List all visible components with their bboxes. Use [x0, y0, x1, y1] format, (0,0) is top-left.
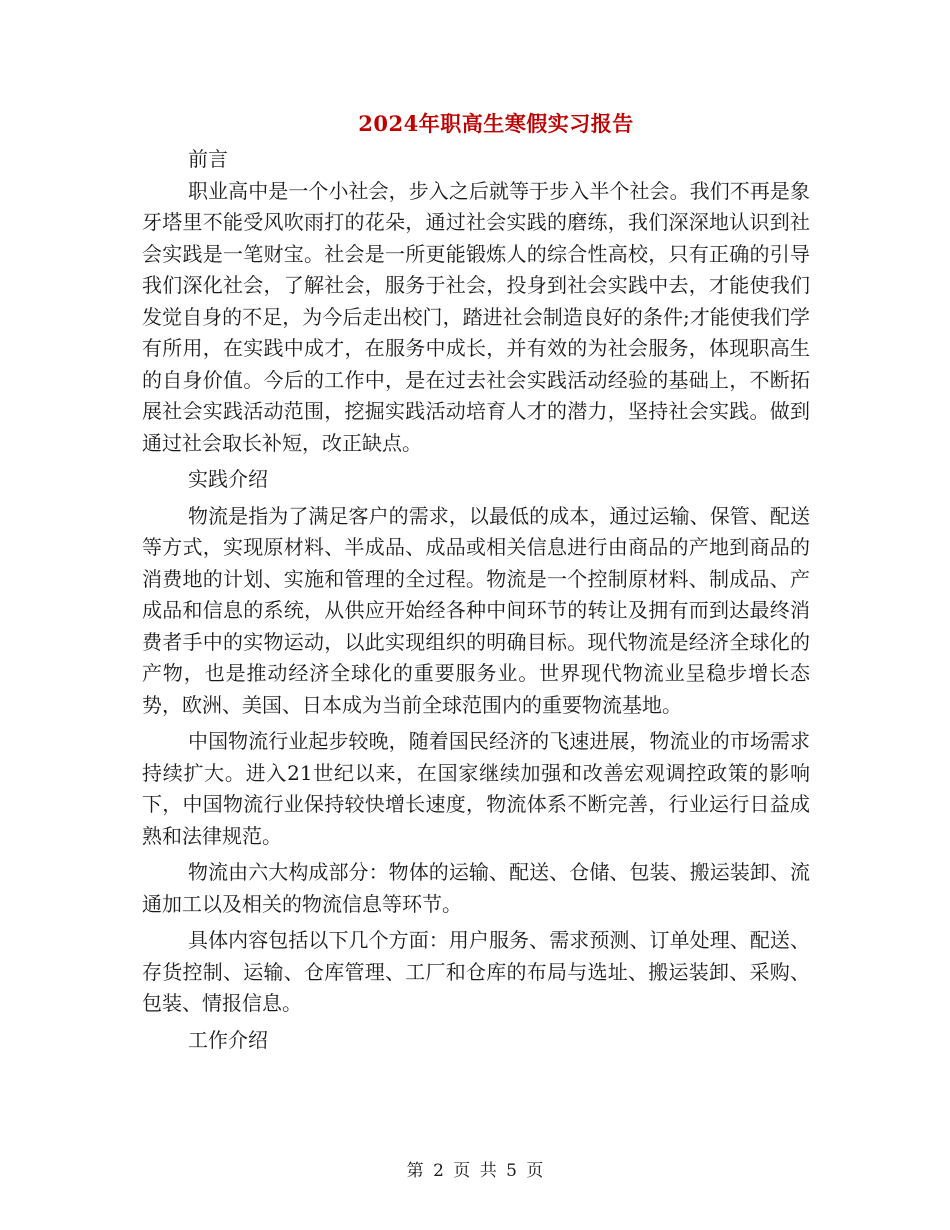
paragraph-practice-3: 物流由六大构成部分：物体的运输、配送、仓储、包装、搬运装卸、流通加工以及相关的物流信息等环节。 — [142, 860, 810, 916]
section-heading-practice: 实践介绍 — [188, 467, 268, 491]
section-heading-preface: 前言 — [188, 147, 228, 171]
document-body — [142, 144, 810, 1056]
paragraph-practice-1: 物流是指为了满足客户的需求，以最低的成本，通过运输、保管、配送等方式，实现原材料、半成品、成品或相关信息进行由商品的产地到商品的消费地的计划、实施和管理的全过程。物流是一个控制原材料、制成品、产成品和信息的系统，从供应开始经各种中间环节的转让及拥有而到达最终消费者手中的实物运动，以此实现组织的明确目标。现代物流是经济全球化的产物，也是推动经济全球化的重要服务业。世界现代物流业呈稳步增长态势，欧洲、美国、日本成为当前全球范围内的重要物流基地。 — [142, 503, 810, 717]
paragraph-practice-2: 中国物流行业起步较晚，随着国民经济的飞速进展，物流业的市场需求持续扩大。进入21世纪以来，在国家继续加强和改善宏观调控政策的影响下，中国物流行业保持较快增长速度，物流体系不断完善，行业运行日益成熟和法律规范。 — [142, 729, 810, 848]
page-footer: 第 2 页 共 5 页 — [406, 1161, 544, 1181]
paragraph-practice-4: 具体内容包括以下几个方面：用户服务、需求预测、订单处理、配送、存货控制、运输、仓库管理、工厂和仓库的布局与选址、搬运装卸、采购、包装、情报信息。 — [142, 928, 810, 1015]
document-title: 2024年职高生寒假实习报告 — [358, 111, 634, 136]
section-heading-work: 工作介绍 — [188, 1027, 268, 1052]
paragraph-preface: 职业高中是一个小社会，步入之后就等于步入半个社会。我们不再是象牙塔里不能受风吹雨打的花朵，通过社会实践的磨练，我们深深地认识到社会实践是一笔财宝。社会是一所更能锻炼人的综合性高校，只有正确的引导我们深化社会，了解社会，服务于社会，投身到社会实践中去，才能使我们发觉自身的不足，为今后走出校门，踏进社会制造良好的条件;才能使我们学有所用，在实践中成才，在服务中成长，并有效的为社会服务，体现职高生的自身价值。今后的工作中，是在过去社会实践活动经验的基础上，不断拓展社会实践活动范围，挖掘实践活动培育人才的潜力，坚持社会实践。做到通过社会取长补短，改正缺点。 — [142, 178, 810, 455]
